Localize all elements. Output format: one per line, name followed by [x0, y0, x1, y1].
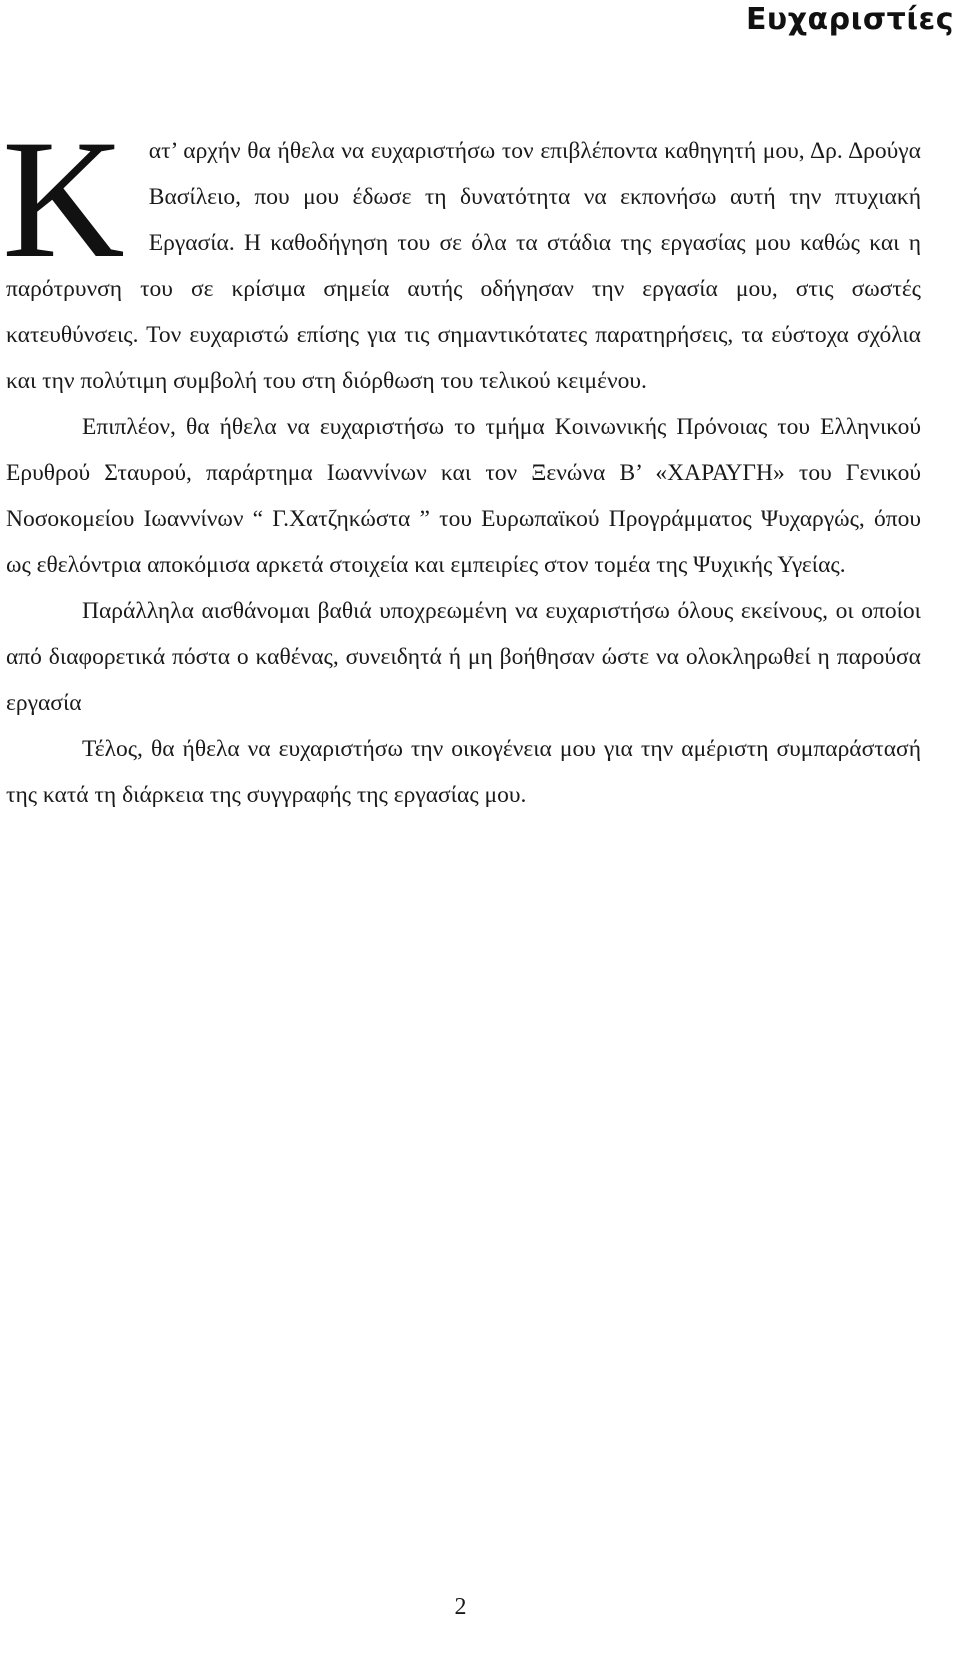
page-title: Ευχαριστίες	[745, 2, 954, 37]
paragraph-1-text: ατ’ αρχήν θα ήθελα να ευχαριστήσω τον επιβλέποντα καθηγητή μου, Δρ. Δρούγα Βασίλειο, που μου έδωσε τη δυνατότητα να εκπονήσω αυτή την πτυχιακή Εργασία. Η καθοδήγηση του σε όλα τα στάδια της εργασίας μου καθώς και η παρότρυνση του σε κρίσιμα σημεία αυτής οδήγησαν την εργασία μου, στις σωστές κατευθύνσεις. Τον ευχαριστώ επίσης για τις σημαντικότατες παρατηρήσεις, τα εύστοχα σχόλια και την πολύτιμη συμβολή του στη διόρθωση του τελικού κειμένου.	[6, 138, 921, 394]
paragraph-3: Παράλληλα αισθάνομαι βαθιά υποχρεωμένη να ευχαριστήσω όλους εκείνους, οι οποίοι από διαφορετικά πόστα ο καθένας, συνειδητά ή μη βοήθησαν ώστε να ολοκληρωθεί η παρούσα εργασία	[6, 598, 921, 716]
document-body	[2, 105, 921, 818]
paragraph-1	[2, 105, 921, 404]
drop-cap-letter: Κ	[2, 105, 125, 293]
paragraph-4: Τέλος, θα ήθελα να ευχαριστήσω την οικογένεια μου για την αμέριστη συμπαράστασή της κατά τη διάρκεια της συγγραφής της εργασίας μου.	[6, 736, 921, 808]
paragraph-2: Επιπλέον, θα ήθελα να ευχαριστήσω το τμήμα Κοινωνικής Πρόνοιας του Ελληνικού Ερυθρού Σταυρού, παράρτημα Ιωαννίνων και τον Ξενώνα Β’ «ΧΑΡΑΥΓΗ» του Γενικού Νοσοκομείου Ιωαννίνων “ Γ.Χατζηκώστα ” του Ευρωπαϊκού Προγράμματος Ψυχαργώς, όπου ως εθελόντρια αποκόμισα αρκετά στοιχεία και εμπειρίες στον τομέα της Ψυχικής Υγείας.	[6, 414, 921, 578]
page-number: 2	[454, 1594, 467, 1620]
